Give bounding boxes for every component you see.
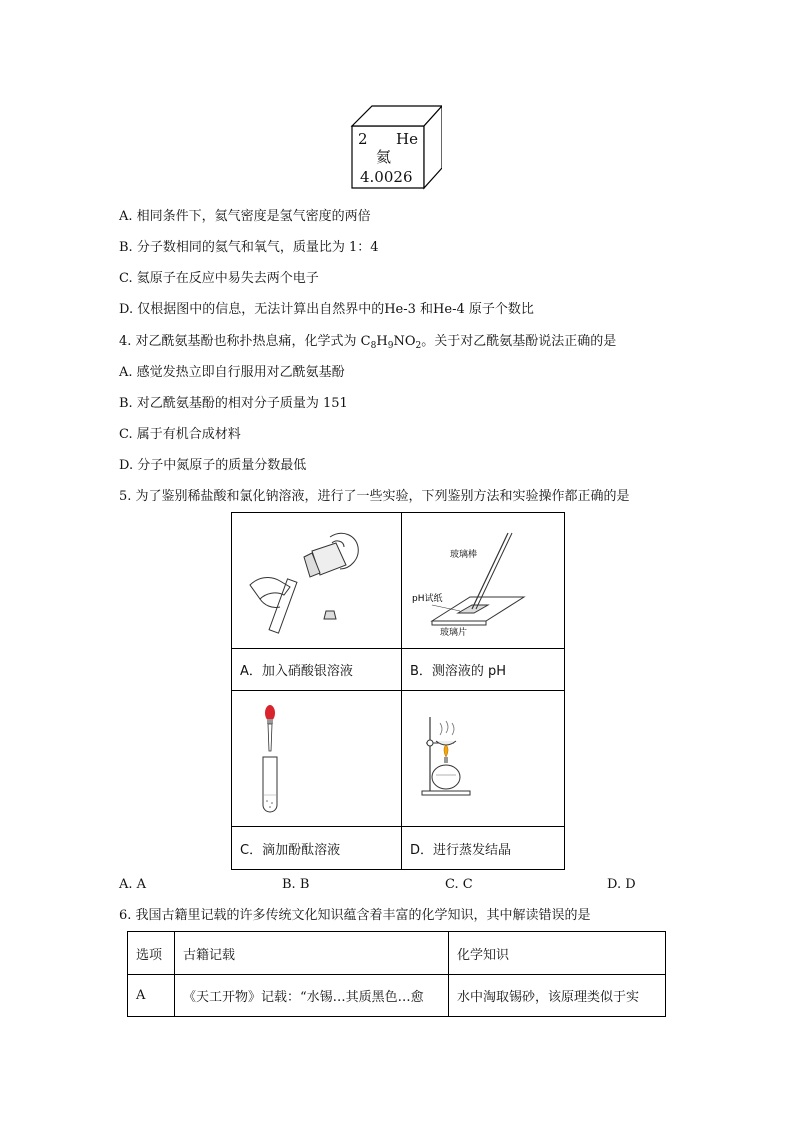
table-header-option: 选项 [128, 932, 175, 975]
q6-table [127, 931, 666, 1017]
q5-choice-d: D. D [607, 877, 636, 892]
table-cell-option: A [128, 975, 175, 1016]
element-tile [350, 104, 442, 190]
cell-d-image [402, 691, 564, 827]
table-cell-record: 《天工开物》记载：“水锡…其质黑色…愈 [175, 975, 449, 1016]
cell-b-image [402, 513, 564, 649]
q4-option-a: A. 感觉发热立即自行服用对乙酰氨基酚 [119, 365, 345, 380]
table-header-knowledge: 化学知识 [449, 932, 665, 975]
table-header-record: 古籍记载 [175, 932, 449, 975]
q4-stem-tail: 。关于对乙酰氨基酚说法正确的是 [421, 334, 617, 349]
cell-a-image [232, 513, 402, 649]
formula-sub-h: 9 [387, 341, 394, 351]
q4-stem [119, 333, 616, 351]
ph-test-icon [402, 513, 562, 647]
atomic-number: 2 [358, 130, 368, 148]
label-ph-paper: pH试纸 [412, 594, 443, 604]
q5-stem: 5. 为了鉴别稀盐酸和氯化钠溶液，进行了一些实验，下列鉴别方法和实验操作都正确的是 [119, 489, 630, 504]
atomic-mass: 4.0026 [360, 168, 413, 186]
q3-option-d: D. 仅根据图中的信息，无法计算出自然界中的He-3 和He-4 原子个数比 [119, 302, 534, 317]
q3-option-c: C. 氦原子在反应中易失去两个电子 [119, 271, 319, 286]
formula-h: H [376, 334, 388, 349]
q5-choice-c: C. C [445, 877, 473, 892]
q3-option-a: A. 相同条件下，氦气密度是氢气密度的两倍 [119, 209, 371, 224]
caption-d: D．进行蒸发结晶 [410, 842, 512, 858]
formula-sub-o: 2 [415, 341, 422, 351]
q4-option-d: D. 分子中氮原子的质量分数最低 [119, 458, 307, 473]
q3-option-b: B. 分子数相同的氦气和氧气，质量比为 1：4 [119, 240, 379, 255]
q4-option-c: C. 属于有机合成材料 [119, 427, 241, 442]
table-cell-knowledge: 水中淘取锡砂，该原理类似于实 [457, 990, 640, 1005]
q5-choice-b: B. B [282, 877, 310, 892]
label-rod: 玻璃棒 [450, 550, 478, 560]
caption-a: A．加入硝酸银溶液 [232, 649, 402, 691]
experiment-grid [231, 512, 565, 870]
q6-stem: 6. 我国古籍里记载的许多传统文化知识蕴含着丰富的化学知识，其中解读错误的是 [119, 908, 591, 923]
formula-no: NO [393, 334, 416, 349]
q4-stem-text: 4. 对乙酰氨基酚也称扑热息痛，化学式为 C [119, 334, 371, 349]
evaporation-icon [402, 691, 562, 825]
dropper-icon [232, 691, 400, 825]
label-plate: 玻璃片 [440, 628, 468, 638]
element-name: 氦 [376, 148, 392, 166]
q5-choice-a: A. A [119, 877, 147, 892]
caption-b: B．测溶液的 pH [402, 649, 564, 691]
q4-option-b: B. 对乙酰氨基酚的相对分子质量为 151 [119, 396, 348, 411]
cell-c-image [232, 691, 402, 827]
element-symbol: He [396, 130, 418, 148]
pouring-silver-nitrate-icon [232, 513, 400, 647]
formula-sub-c: 8 [370, 341, 377, 351]
caption-c: C．滴加酚酞溶液 [232, 827, 402, 869]
